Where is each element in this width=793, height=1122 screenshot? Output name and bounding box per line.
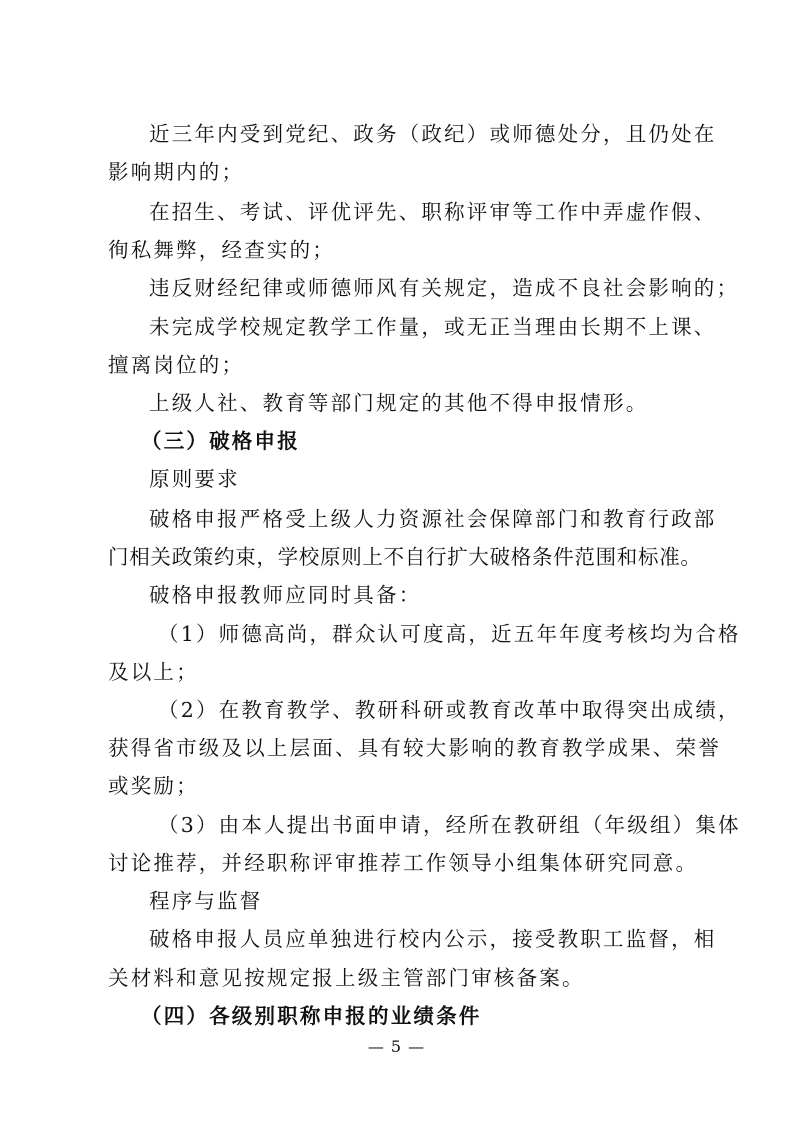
- paragraph-line: 及以上；: [108, 660, 199, 684]
- subheading: 原则要求: [149, 467, 240, 491]
- paragraph-line: 在招生、考试、评优评先、职称评审等工作中弄虚作假、: [149, 200, 717, 224]
- paragraph-line: 破格申报教师应同时具备：: [149, 583, 422, 607]
- section-heading: （四）各级别职称申报的业绩条件: [141, 1004, 482, 1028]
- paragraph-line: （1）师德高尚，群众认可度高，近五年年度考核均为合格: [158, 622, 741, 646]
- paragraph-line: 未完成学校规定教学工作量，或无正当理由长期不上课、: [149, 315, 717, 339]
- paragraph-line: 破格申报严格受上级人力资源社会保障部门和教育行政部: [149, 507, 717, 531]
- paragraph-line: 获得省市级及以上层面、具有较大影响的教育教学成果、荣誉: [108, 736, 721, 760]
- section-heading: （三）破格申报: [141, 429, 300, 453]
- paragraph-line: 破格申报人员应单独进行校内公示，接受教职工监督，相: [149, 927, 717, 951]
- paragraph-line: 近三年内受到党纪、政务（政纪）或师德处分，且仍处在: [149, 122, 717, 146]
- paragraph-line: 或奖励；: [108, 774, 199, 798]
- paragraph-line: （2）在教育教学、教研科研或教育改革中取得突出成绩，: [158, 698, 741, 722]
- paragraph-line: 上级人社、教育等部门规定的其他不得申报情形。: [149, 391, 649, 415]
- paragraph-line: （3）由本人提出书面申请，经所在教研组（年级组）集体: [158, 813, 741, 837]
- paragraph-line: 关材料和意见按规定报上级主管部门审核备案。: [108, 966, 585, 990]
- paragraph-line: 影响期内的；: [108, 160, 245, 184]
- paragraph-line: 违反财经纪律或师德师风有关规定，造成不良社会影响的；: [149, 276, 740, 300]
- paragraph-line: 讨论推荐，并经职称评审推荐工作领导小组集体研究同意。: [108, 851, 699, 875]
- paragraph-line: 门相关政策约束，学校原则上不自行扩大破格条件范围和标准。: [108, 545, 702, 569]
- paragraph-line: 徇私舞弊，经查实的；: [108, 238, 335, 262]
- subheading: 程序与监督: [149, 889, 263, 913]
- paragraph-line: 擅离岗位的；: [108, 353, 245, 377]
- page-number: — 5 —: [367, 1037, 426, 1056]
